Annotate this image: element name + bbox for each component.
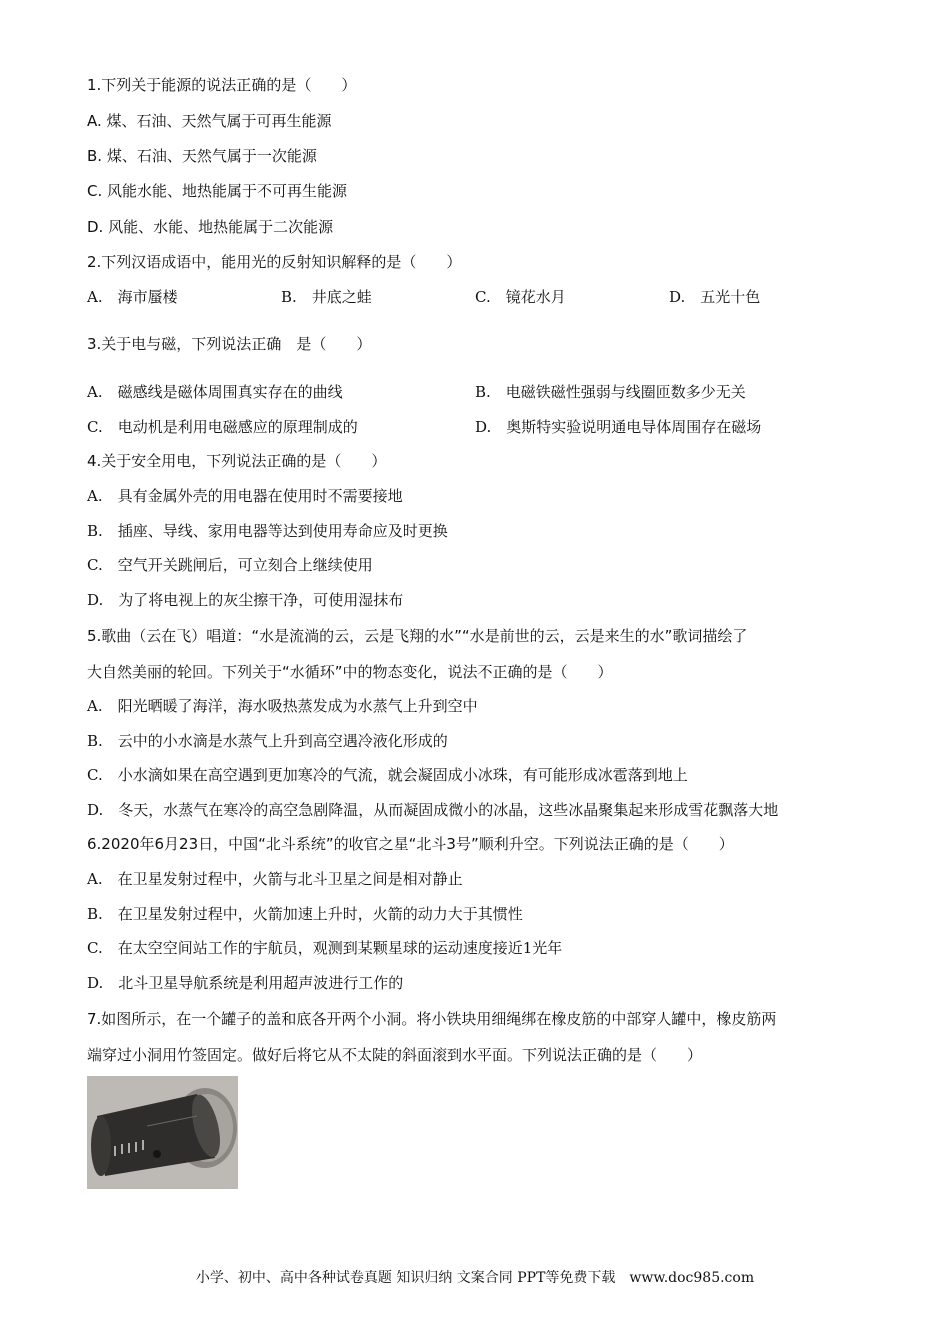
question-5-option-c: C. 小水滴如果在高空遇到更加寒冷的气流，就会凝固成小冰珠，有可能形成冰雹落到地上 [87,766,688,784]
question-1-option-b: B. 煤、石油、天然气属于一次能源 [87,147,317,165]
question-4-option-a: A. 具有金属外壳的用电器在使用时不需要接地 [87,487,403,505]
question-5-option-d: D. 冬天，水蒸气在寒冷的高空急剧降温，从而凝固成微小的冰晶，这些冰晶聚集起来形成雪花飘落大地 [87,801,779,819]
question-6-option-d: D. 北斗卫星导航系统是利用超声波进行工作的 [87,974,404,992]
question-7-stem-line1: 7.如图所示，在一个罐子的盖和底各开两个小洞。将小铁块用细绳绑在橡皮筋的中部穿人罐中，橡皮筋两 [87,1010,777,1028]
question-3-option-a: A. 磁感线是磁体周围真实存在的曲线 [87,383,343,401]
question-2-option-c: C. 镜花水月 [475,288,566,306]
question-6-option-a: A. 在卫星发射过程中，火箭与北斗卫星之间是相对静止 [87,870,463,888]
question-5-option-b: B. 云中的小水滴是水蒸气上升到高空遇冷液化形成的 [87,732,448,750]
question-2-stem: 2.下列汉语成语中，能用光的反射知识解释的是（ ） [87,253,462,271]
question-1-option-c: C. 风能水能、地热能属于不可再生能源 [87,182,348,200]
question-6-option-b: B. 在卫星发射过程中，火箭加速上升时，火箭的动力大于其惯性 [87,905,523,923]
question-3-option-b: B. 电磁铁磁性强弱与线圈匝数多少无关 [475,383,746,401]
question-4-option-b: B. 插座、导线、家用电器等达到使用寿命应及时更换 [87,522,448,540]
question-3-stem: 3.关于电与磁，下列说法正确 是（ ） [87,335,372,353]
question-5-stem-line1: 5.歌曲（云在飞）唱道：“水是流淌的云，云是飞翔的水”“水是前世的云，云是来生的水”歌词描绘了 [87,627,748,645]
question-4-option-c: C. 空气开关跳闸后，可立刻合上继续使用 [87,556,373,574]
question-5-option-a: A. 阳光晒暖了海洋，海水吸热蒸发成为水蒸气上升到空中 [87,697,478,715]
page-footer: 小学、初中、高中各种试卷真题 知识归纳 文案合同 PPT等免费下载 www.doc985.com [195,1270,755,1286]
question-1-stem: 1.下列关于能源的说法正确的是（ ） [87,76,357,94]
question-2-option-d: D. 五光十色 [669,288,761,306]
can-illustration [87,1076,238,1189]
can-photo [87,1076,238,1189]
question-7-stem-line2: 端穿过小洞用竹签固定。做好后将它从不太陡的斜面滚到水平面。下列说法正确的是（ ） [87,1046,703,1064]
question-1-option-a: A. 煤、石油、天然气属于可再生能源 [87,112,332,130]
question-3-option-c: C. 电动机是利用电磁感应的原理制成的 [87,418,358,436]
question-1-option-d: D. 风能、水能、地热能属于二次能源 [87,218,334,236]
question-2-option-b: B. 井底之蛙 [281,288,372,306]
question-5-stem-line2: 大自然美丽的轮回。下列关于“水循环”中的物态变化，说法不正确的是（ ） [87,663,613,681]
question-4-option-d: D. 为了将电视上的灰尘擦干净，可使用湿抹布 [87,591,404,609]
question-6-option-c: C. 在太空空间站工作的宇航员，观测到某颗星球的运动速度接近1光年 [87,939,563,957]
question-6-stem: 6.2020年6月23日，中国“北斗系统”的收官之星“北斗3号”顺利升空。下列说法正确的是（ ） [87,835,734,853]
question-2-option-a: A. 海市蜃楼 [87,288,178,306]
question-4-stem: 4.关于安全用电，下列说法正确的是（ ） [87,452,387,470]
question-3-option-d: D. 奥斯特实验说明通电导体周围存在磁场 [475,418,762,436]
